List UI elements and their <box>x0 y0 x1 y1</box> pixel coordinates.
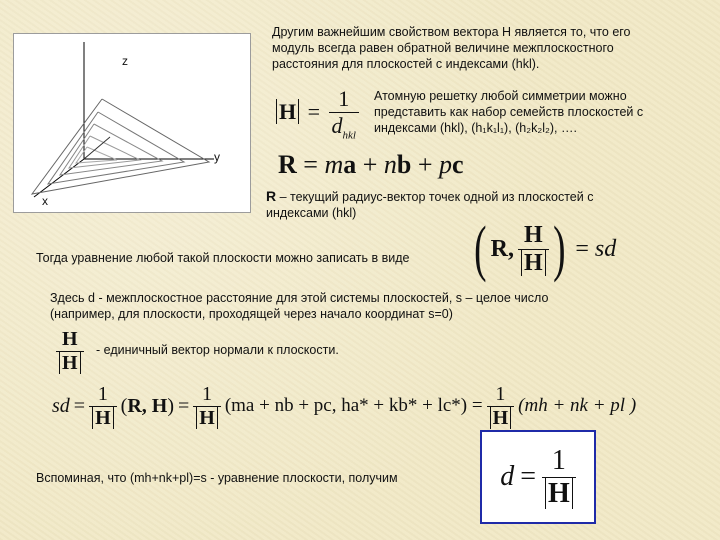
vector-a: a <box>343 150 357 179</box>
coef-p: p <box>439 150 453 179</box>
equals-sign: = <box>73 394 86 417</box>
interplanar-paragraph <box>50 290 710 322</box>
unit-fraction <box>56 328 84 375</box>
outer-plane <box>32 99 209 194</box>
h-modulus: H <box>59 352 81 374</box>
h-modulus: H <box>276 99 299 124</box>
plane-family-figure <box>13 33 251 213</box>
formula-radius-vector <box>278 150 464 180</box>
plus-sign: + <box>411 150 440 179</box>
equals-sign: = <box>177 394 190 417</box>
fraction-numerator: 1 <box>338 86 350 111</box>
hkl-subscript: hkl <box>342 129 356 142</box>
plus-sign: + <box>356 150 384 179</box>
axis-x-label: x <box>42 194 48 208</box>
sd-term: sd <box>52 394 70 417</box>
left-paren: ( <box>474 215 487 283</box>
equals-sign: = <box>296 150 325 179</box>
formula-plane-equation <box>470 212 616 286</box>
h-modulus: H <box>490 407 512 429</box>
paren-open: ( <box>120 394 128 417</box>
axis-x-line <box>34 159 84 197</box>
reciprocal-fraction-1 <box>89 383 117 430</box>
axis-z-label: z <box>122 54 128 68</box>
intro-line-2: модуль всегда равен обратной величине межплоскостного <box>272 41 614 55</box>
intro-line-1: Другим важнейшим свойством вектора H является то, что его <box>272 25 631 39</box>
h-modulus: H <box>92 407 114 429</box>
plane-equation-intro: Тогда уравнение любой такой плоскости можно записать в виде <box>36 251 410 265</box>
numerator-one: 1 <box>495 382 506 405</box>
conclusion-text: Вспоминая, что (mh+nk+pl)=s - уравнение плоскости, получим <box>36 471 398 485</box>
fraction-denominator <box>329 112 359 141</box>
formula-long-derivation <box>52 376 636 436</box>
expanded-product: (ma + nb + pc, ha* + kb* + lc*) = <box>224 395 483 416</box>
plane-sum: (mh + nk + pl ) <box>518 395 637 416</box>
formula-unit-normal <box>56 328 84 375</box>
equals-sign: = <box>575 235 589 262</box>
unit-normal-fraction <box>518 222 549 277</box>
vector-b: b <box>396 150 412 179</box>
numerator-one: 1 <box>202 382 213 405</box>
paren-close: ) <box>167 394 174 417</box>
coef-n: n <box>383 150 397 179</box>
intro-line-3: расстояния для плоскостей с индексами (hkl). <box>272 57 540 71</box>
r-vector: R <box>278 150 297 179</box>
lattice-line-3: индексами (hkl), (h₁k₁l₁), (h₂k₂l₂), …. <box>374 121 577 135</box>
numerator-one: 1 <box>97 382 108 405</box>
equals-sign: = <box>520 461 536 492</box>
formula-modulus-h <box>276 86 359 141</box>
interplanar-line-1: Здесь d - межплоскостное расстояние для этой системы плоскостей, s – целое число <box>50 291 549 305</box>
h-modulus: H <box>196 407 218 429</box>
unit-normal-text: - единичный вектор нормали к плоскости. <box>96 343 339 357</box>
plane-family-diagram <box>14 34 250 212</box>
right-paren: ) <box>552 215 566 283</box>
r-symbol: R <box>266 188 277 204</box>
coef-m: m <box>324 150 344 179</box>
result-box <box>480 430 596 524</box>
r-vector: R, <box>490 235 514 262</box>
sd-term: sd <box>594 235 617 262</box>
lattice-line-1: Атомную решетку любой симметрии можно <box>374 89 627 103</box>
d-symbol: d <box>331 113 343 138</box>
intro-paragraph <box>272 24 702 72</box>
result-fraction <box>542 445 576 510</box>
lattice-line-2: представить как набор семейств плоскостей с <box>374 105 644 119</box>
radius-text: – текущий радиус-вектор точек одной из плоскостей с <box>276 190 594 204</box>
h-modulus: H <box>521 250 546 276</box>
lattice-paragraph <box>374 88 704 136</box>
d-symbol: d <box>500 461 515 492</box>
equals-sign: = <box>307 98 321 124</box>
vector-c: c <box>452 150 464 179</box>
interplanar-line-2: (например, для плоскости, проходящей через начало координат s=0) <box>50 307 453 321</box>
r-h-pair: R, H <box>127 394 168 417</box>
axis-y-label: y <box>214 150 220 164</box>
reciprocal-fraction-3 <box>487 383 515 430</box>
radius-line-2: индексами (hkl) <box>266 206 357 220</box>
reciprocal-fraction <box>329 86 359 141</box>
h-vector: H <box>62 328 78 350</box>
h-vector: H <box>524 221 543 248</box>
h-modulus: H <box>545 478 573 509</box>
numerator-one: 1 <box>551 444 566 476</box>
reciprocal-fraction-2 <box>193 383 221 430</box>
